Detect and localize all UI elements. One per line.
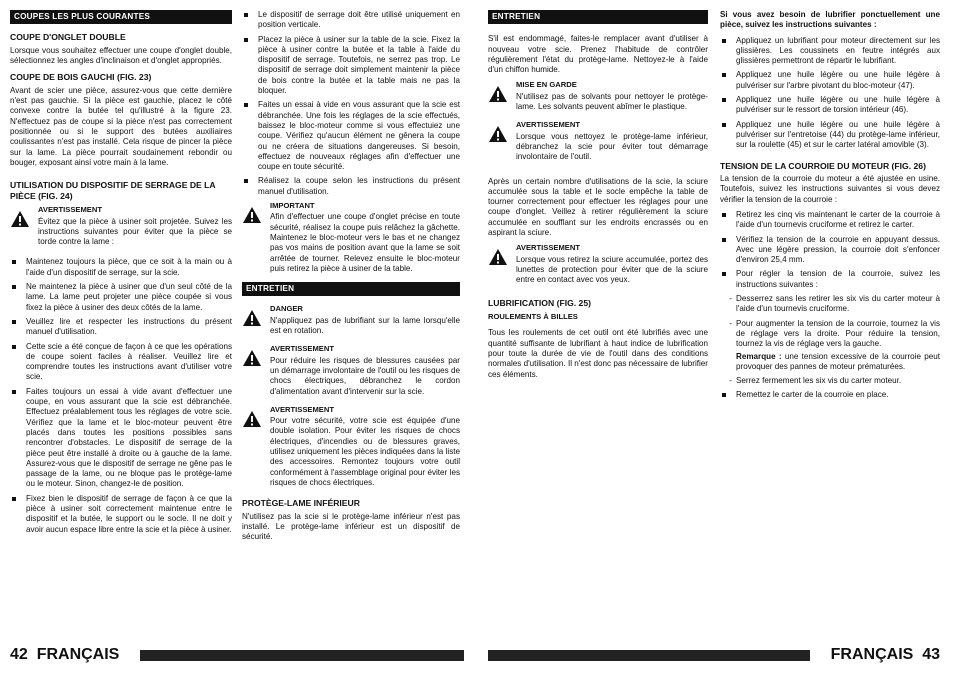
footer-rule [140, 650, 464, 661]
dash-item-text: Desserrez sans les retirer les six vis du carter moteur à l'aide d'un tournevis cruciforme. [736, 294, 940, 314]
caution-title: MISE EN GARDE [516, 80, 577, 90]
list-item: Appliquez un lubrifiant pour moteur directement sur les glissières. Les coussinets en feutre intégrés aux glissières permettront de répartir le lubrifiant. [720, 36, 940, 67]
list-item: Pour régler la tension de la courroie, suivez les instructions suivantes : [720, 269, 940, 290]
warning-body: Pour votre sécurité, votre scie est équipée d'une double isolation. Pour éviter les risques de chocs électriques, d'incendies ou de blessures graves, utilisez uniquement les pièces indiquées dans la liste des accessoires. Remontez toujours votre outil conformément à l'assemblage original pour éviter les risques de chocs électriques. [270, 416, 460, 487]
dash-item: - Serrez fermement les six vis du carter moteur. [729, 376, 902, 386]
section-bar-entretien: ENTRETIEN [242, 282, 460, 296]
left-column-1 [10, 10, 232, 539]
warning-block [488, 120, 708, 162]
warning-title: AVERTISSEMENT [270, 404, 334, 414]
list-item: Cette scie a été conçue de façon à ce que les opérations de coupe soient faciles à réaliser. Veuillez lire et comprendre toutes les instructions avant d'utiliser votre scie. [10, 342, 232, 383]
list-item: Réalisez la coupe selon les instructions du présent manuel d'utilisation. [242, 176, 460, 197]
warning-icon [488, 243, 516, 285]
heading-protege-lame: PROTÈGE-LAME INFÉRIEUR [242, 498, 360, 509]
heading-onglet-double: COUPE D'ONGLET DOUBLE [10, 32, 126, 43]
list-item: Appliquez une huile légère ou une huile légère à pulvériser sur le ressort de torsion intérieur (46). [720, 95, 940, 116]
list-item: Remettez le carter de la courroie en place. [720, 390, 940, 400]
bullet-list [10, 257, 232, 534]
list-item: Ne maintenez la pièce à usiner que d'un seul côté de la lame. La lame peut projeter une pièce coupée si vous fixez la pièce à usiner des deux côtés de la lame. [10, 282, 232, 313]
important-title: IMPORTANT [270, 201, 315, 211]
heading-roulements: ROULEMENTS À BILLES [488, 312, 578, 322]
paragraph-onglet-double: Lorsque vous souhaitez effectuer une coupe d'onglet double, sélectionnez les angles d'inclinaison et d'onglet appropriés. [10, 45, 232, 66]
dash-item: - Desserrez sans les retirer les six vis du carter moteur à l'aide d'un tournevis cruciforme. [729, 294, 940, 314]
list-item: Placez la pièce à usiner sur la table de la scie. Fixez la pièce à usiner contre la butée et la table à l'aide du dispositif de serrage. Toutefois, ne serrez pas trop. Le dispositif de serrage doit simplement maintenir la pièce de bois contre la butée et la table mais ne pas la bloquer. [242, 35, 460, 97]
list-item: Appliquez une huile légère ou une huile légère à pulvériser sur l'arbre pivotant du bloc-moteur (47). [720, 70, 940, 91]
important-block [242, 201, 460, 274]
warning-title: AVERTISSEMENT [38, 205, 102, 215]
paragraph-bois-gauchi: Avant de scier une pièce, assurez-vous que cette dernière n'est pas gauchie. Si la pièce est gauchie, placez le côté convexe contre la butée tel qu'illustré à la figure 23. N'effectuez pas de coupe si la pièce n'est pas correctement positionnée ou si le support des butées auxiliaires coulissantes n'est pas installé. Cela risque de pincer la pièce sur la lame. La pièce pourrait soudainement rebondir ou bouger, exposant ainsi votre main à la lame. [10, 85, 232, 167]
bullet-list [242, 10, 460, 197]
footer-right [488, 647, 940, 663]
list-item: Appliquez une huile légère ou une huile légère à pulvériser sur l'entretoise (44) du protège-lame inférieur, sur la roulette (45) et sur le carter latéral amovible (3). [720, 120, 940, 151]
page-number: 43 [922, 646, 940, 663]
danger-body: N'appliquez pas de lubrifiant sur la lame lorsqu'elle est en rotation. [270, 315, 460, 336]
footer-language: FRANÇAIS [830, 646, 914, 663]
left-column-2 [242, 10, 460, 548]
section-bar-coupes: COUPES LES PLUS COURANTES [10, 10, 232, 24]
danger-block [242, 304, 460, 336]
bullet-list [720, 36, 940, 151]
bullet-list [720, 210, 940, 290]
footer-language: FRANÇAIS [36, 646, 120, 663]
remark-body: une tension excessive de la courroie peut provoquer des pannes de moteur prématurées. [736, 351, 941, 371]
warning-block [242, 405, 460, 488]
list-item: Retirez les cinq vis maintenant le carter de la courroie à l'aide d'un tournevis cruciforme et retirez le carter. [720, 210, 940, 231]
warning-icon [242, 201, 270, 274]
warning-body: Évitez que la pièce à usiner soit projetée. Suivez les instructions suivantes pour éviter que la pièce se torde contre la lame : [38, 216, 232, 247]
warning-title: AVERTISSEMENT [270, 344, 334, 354]
section-bar-entretien: ENTRETIEN [488, 10, 708, 24]
warning-block [488, 243, 708, 285]
paragraph-protege-lame: N'utilisez pas la scie si le protège-lame inférieur n'est pas installé. Le protège-lame inférieur est un dispositif de sécurité. [242, 511, 460, 542]
warning-icon [10, 205, 38, 247]
bullet-list [720, 390, 940, 400]
heading-tension-courroie: TENSION DE LA COURROIE DU MOTEUR (FIG. 26) [720, 160, 926, 171]
remark-item [720, 352, 940, 373]
danger-title: DANGER [270, 304, 303, 314]
right-column-2 [720, 10, 940, 405]
warning-title: AVERTISSEMENT [516, 243, 580, 253]
heading-lubrification: LUBRIFICATION (FIG. 25) [488, 297, 591, 308]
footer-left [10, 647, 464, 663]
paragraph-sciure: Après un certain nombre d'utilisations de la scie, la sciure accumulée sous la table et le socle empêche la table de tourner correctement pour effectuer les réglages pour une coupe d'onglet. Veillez à retirer régulièrement la sciure accumulée en soufflant sur les endroits encrassés ou en aspirant la sciure. [488, 176, 708, 238]
heading-serrage: UTILISATION DU DISPOSITIF DE SERRAGE DE LA PIÈCE (FIG. 24) [10, 180, 216, 201]
dash-item: - Pour augmenter la tension de la courroie, tournez la vis de réglage vers la droite. Pour réduire la tension, tournez la vis de réglage vers la gauche. [729, 318, 940, 349]
paragraph-intro-lubrifier: Si vous avez besoin de lubrifier ponctuellement une pièce, suivez les instructions suivantes : [720, 10, 940, 30]
warning-icon [488, 120, 516, 162]
page-number: 42 [10, 646, 28, 663]
list-item: Le dispositif de serrage doit être utilisé uniquement en position verticale. [242, 10, 460, 31]
list-item: Vérifiez la tension de la courroie en appuyant dessus. Avec une légère pression, la courroie doit s'enfoncer d'environ 25,4 mm. [720, 235, 940, 266]
footer-page-label [825, 647, 940, 663]
dash-item-text: Pour augmenter la tension de la courroie, tournez la vis de réglage vers la droite. Pour réduire la tension, tournez la vis de réglage vers la gauche. [736, 318, 940, 349]
paragraph-nettoyage: S'il est endommagé, faites-le remplacer avant d'utiliser à nouveau votre scie. Prenez l'habitude de contrôler régulièrement l'état du protège-lame. Nettoyez-le à l'aide d'un chiffon humide. [488, 34, 708, 75]
list-item: Maintenez toujours la pièce, que ce soit à la main ou à l'aide d'un dispositif de serrage, sur la scie. [10, 257, 232, 278]
warning-icon [242, 344, 270, 396]
warning-block [242, 344, 460, 396]
warning-icon [242, 304, 270, 336]
footer-page-label [10, 647, 125, 663]
dash-item-text: Serrez fermement les six vis du carter moteur. [736, 376, 902, 386]
paragraph-roulements: Tous les roulements de cet outil ont été lubrifiés avec une quantité suffisante de lubrifiant à haut indice de lubrification pour toute la durée de vie de l'outil dans des conditions normales d'utilisation. Il n'est donc pas nécessaire de lubrifier ces éléments. [488, 328, 708, 379]
warning-icon [242, 405, 270, 488]
remark-label: Remarque : [736, 351, 782, 361]
warning-body: Lorsque vous nettoyez le protège-lame inférieur, débranchez la scie pour éviter tout démarrage involontaire de l'outil. [516, 131, 708, 162]
right-column-1 [488, 10, 708, 385]
list-item: Veuillez lire et respecter les instructions du présent manuel d'utilisation. [10, 317, 232, 338]
caution-body: N'utilisez pas de solvants pour nettoyer le protège-lame. Les solvants peuvent abîmer le plastique. [516, 91, 708, 112]
list-item: Faites toujours un essai à vide avant d'effectuer une coupe, en vous assurant que la scie est débranchée. Effectuez préalablement tous les réglages de votre scie. Vérifiez que la lame et le bloc-moteur peuvent être placés dans toutes les positions possibles sans rencontrer d'obstacles. Le dispositif de serrage de la pièce peut être installé à droite ou à gauche de la lame. Assurez-vous que le dispositif de serrage ne gêne pas le passage de la lame, ou ne bloque pas le protège-lame ou le moteur. Sinon, changez-le de position. [10, 387, 232, 490]
warning-body: Lorsque vous retirez la sciure accumulée, portez des lunettes de protection pour éviter que de la sciure entre en contact avec vos yeux. [516, 254, 708, 285]
heading-bois-gauchi: COUPE DE BOIS GAUCHI (FIG. 23) [10, 72, 152, 83]
warning-title: AVERTISSEMENT [516, 120, 580, 130]
warning-block [10, 205, 232, 247]
paragraph-tension: La tension de la courroie du moteur a été ajustée en usine. Toutefois, suivez les instructions suivantes si vous devez vérifier la tension de la courroie : [720, 174, 940, 204]
caution-block [488, 80, 708, 112]
list-item: Fixez bien le dispositif de serrage de façon à ce que la pièce à usiner soit correctement maintenue entre le dispositif et la butée, le support ou le socle. Il ne doit y avoir aucun espace libre entre la scie et la pièce à usiner. [10, 494, 232, 535]
footer-rule [488, 650, 810, 661]
warning-icon [488, 80, 516, 112]
warning-body: Pour réduire les risques de blessures causées par un démarrage involontaire de l'outil ou les risques de chocs électriques, débranchez le cordon d'alimentation avant d'intervenir sur la scie. [270, 355, 460, 396]
list-item: Faites un essai à vide en vous assurant que la scie est débranchée. Une fois les réglages de la scie effectués, baissez le bloc-moteur comme si vous effectuiez une coupe. Vérifiez qu'aucun élément ne gênera la coupe ou ne créera de situations dangereuses. Si besoin, effectuez de nouveaux réglages afin d'effectuer une coupe en toute sécurité. [242, 100, 460, 172]
important-body: Afin d'effectuer une coupe d'onglet précise en toute sécurité, réalisez la coupe puis relâchez la gâchette. Maintenez le bloc-moteur vers le bas et ne changez pas vos mains de position avant que la lame se soit arrêtée de tourner. Relevez ensuite le bloc-moteur puis retirez la pièce à usiner de la table. [270, 212, 460, 273]
